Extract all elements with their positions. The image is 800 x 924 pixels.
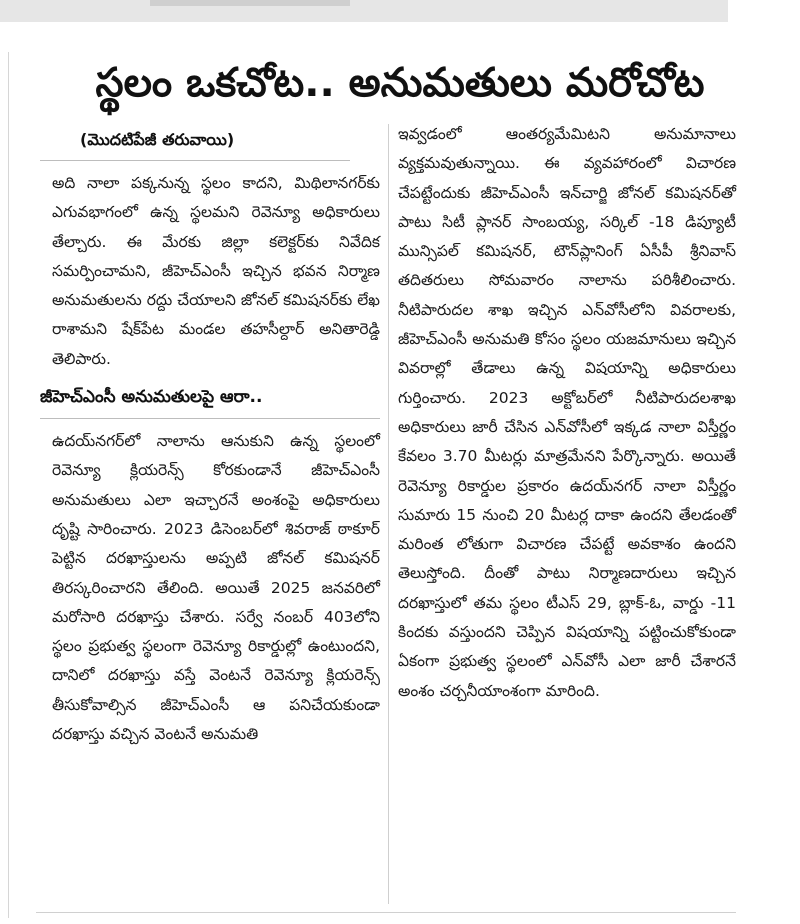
left-paragraph-1: అది నాలా పక్కనున్న స్థలం కాదని, మిథిలానగర్‌కు ఎగువభాగంలో ఉన్న స్థలమని రెవెన్యూ అధికారులు తేల్చారు. ఈ మేరకు జిల్లా కలెక్టర్‌కు నివేదిక సమర్పించామని, జీహెచ్‌ఎంసీ ఇచ్చిన భవన నిర్మాణ అనుమతులను రద్దు చేయాలని జోనల్ కమిషనర్‌కు లేఖ రాశామని షేక్‌పేట మండల తహసీల్దార్ అనితారెడ్డి తెలిపారు. [52,174,380,368]
subheading: జీహెచ్‌ఎంసీ అనుమతులపై ఆరా.. [40,387,263,408]
right-paragraph-1: ఇవ్వడంలో ఆంతర్యమేమిటని అనుమానాలు వ్యక్తమవుతున్నాయి. ఈ వ్యవహారంలో విచారణ చేపట్టేందుకు జీహెచ్‌ఎంసీ ఇన్‌చార్జి జోనల్ కమిషనర్‌తో పాటు సిటీ ప్లానర్ సాంబయ్య, సర్కిల్ -18 డిప్యూటీ మున్సిపల్ కమిషనర్, టౌన్‌ప్లానింగ్ ఏసీపీ శ్రీనివాస్ తదితరులు సోమవారం నాలాను పరిశీలించారు. నీటిపారుదల శాఖ ఇచ్చిన ఎన్‌వోసీలోని వివరాలకు, జీహెచ్‌ఎంసీ అనుమతి కోసం స్థలం యజమానులు ఇచ్చిన వివరాల్లో తేడాలు ఉన్న విషయాన్ని అధికారులు గుర్తించారు. 2023 అక్టోబర్‌లో నీటిపారుదలశాఖ అధికారులు జారీ చేసిన ఎన్‌వోసీలో ఇక్కడ నాలా విస్తీర్ణం కేవలం 3.70 మీటర్లు మాత్రమేనని పేర్కొన్నారు. అయితే రెవెన్యూ రికార్డుల ప్రకారం ఉదయ్‌నగర్ నాలా విస్తీర్ణం సుమారు 15 నుంచి 20 మీటర్ల దాకా ఉందని తేలడంతో మరింత లోతుగా విచారణ చేపట్టే అవకాశం ఉందని తెలుస్తోంది. దీంతో పాటు నిర్మాణదారులు ఇచ్చిన దరఖాస్తులో తమ స్థలం టీఎస్ 29, బ్లాక్-ఓ, వార్డు -11 కిందకు వస్తుందని చెప్పిన విషయాన్ని పట్టించుకోకుండా ఏకంగా ప్రభుత్వ స్థలంలో ఎన్‌వోసీ ఎలా జారీ చేశారనే అంశం చర్చనీయాంశంగా మారింది. [398,125,736,700]
subheading-rule [40,418,380,419]
continuation-kicker: (మొదటిపేజీ తరువాయి) [80,130,235,149]
headline: స్థలం ఒకచోట.. అనుమతులు మరోచోట [95,60,705,106]
left-column [40,120,380,749]
column-divider [388,124,389,904]
kicker-rule [40,160,350,161]
left-paragraph-2: ఉదయ్‌నగర్‌లో నాలాను ఆనుకుని ఉన్న స్థలంలో రెవెన్యూ క్లియరెన్స్ కోరకుండానే జీహెచ్‌ఎంసీ అనుమతులు ఎలా ఇచ్చారనే అంశంపై అధికారులు దృష్టి సారించారు. 2023 డిసెంబర్‌లో శివరాజ్ ఠాకూర్ పెట్టిన దరఖాస్తులను అప్పటి జోనల్ కమిషనర్ తిరస్కరించారని తేలింది. అయితే 2025 జనవరిలో మరోసారి దరఖాస్తు చేశారు. సర్వే నంబర్ 403లోని స్థలం ప్రభుత్వ స్థలంగా రెవెన్యూ రికార్డుల్లో ఉంటుందని, దానిలో దరఖాస్తు వస్తే వెంటనే రెవెన్యూ క్లియరెన్స్ తీసుకోవాల్సిన జీహెచ్‌ఎంసీ ఆ పనిచేయకుండా దరఖాస్తు వచ్చిన వెంటనే అనుమతి [52,432,380,744]
top-strip [0,0,728,22]
bottom-rule [36,912,736,913]
cropped-header-fragment [150,0,350,6]
left-rule [8,52,9,918]
right-column [398,120,736,706]
